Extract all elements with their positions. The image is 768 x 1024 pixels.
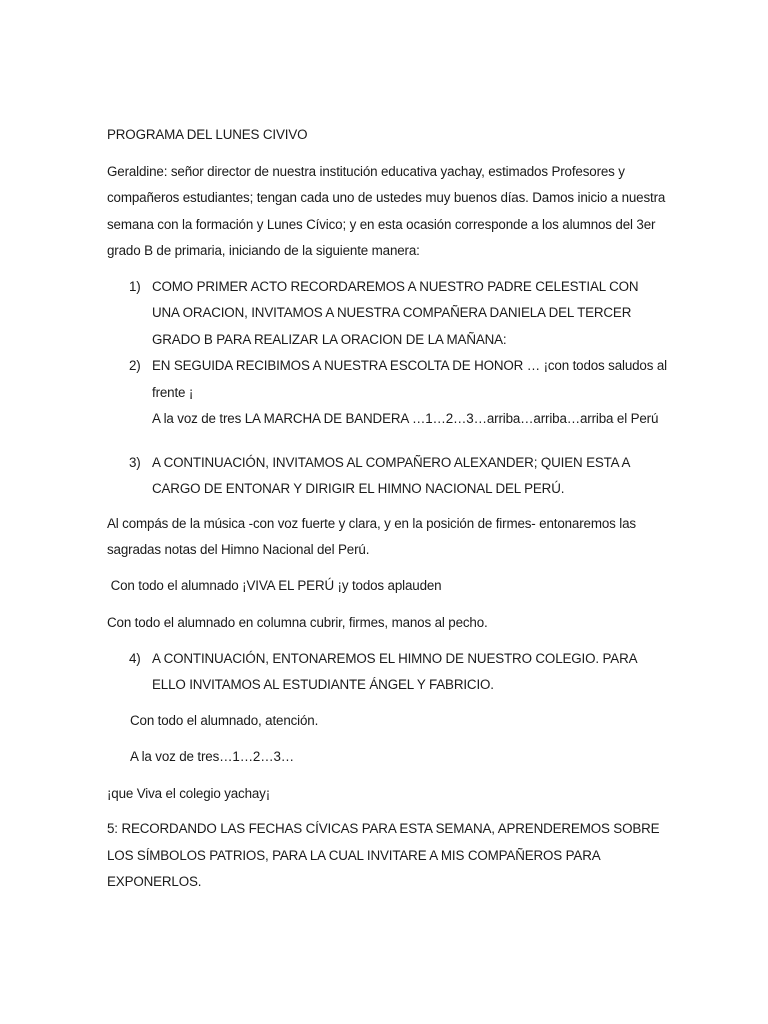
intro-paragraph: Geraldine: señor director de nuestra institución educativa yachay, estimados Profesores y compañeros estudiantes; tengan cada uno de ustedes muy buenos días. Damos inicio a nuestra semana con la formación y Lunes Cívico; y en esta ocasión corresponde a los alumnos del 3er grado B de primaria, iniciando de la siguiente manera: (107, 163, 666, 258)
himno-paragraph: Al compás de la música -con voz fuerte y clara, y en la posición de firmes- entonaremos las sagradas notas del Himno Nacional del Perú. (107, 515, 636, 557)
list-item-1 (107, 274, 667, 354)
colegio-line: ¡que Viva el colegio yachay¡ (107, 785, 271, 801)
item-5-paragraph: 5: RECORDANDO LAS FECHAS CÍVICAS PARA ESTA SEMANA, APRENDEREMOS SOBRE LOS SÍMBOLOS PATRIOS, PARA LA CUAL INVITARE A MIS COMPAÑEROS PARA EXPONERLOS. (107, 821, 660, 889)
viva-paragraph: Con todo el alumnado ¡VIVA EL PERÚ ¡y todos aplauden (107, 577, 442, 593)
list-item-text: A CONTINUACIÓN, ENTONAREMOS EL HIMNO DE NUESTRO COLEGIO. PARA ELLO INVITAMOS AL ESTUDIANTE ÁNGEL Y FABRICIO. (152, 650, 637, 692)
list-item-3 (107, 450, 667, 503)
voz-line: A la voz de tres…1…2…3… (130, 749, 295, 764)
atencion-line: Con todo el alumnado, atención. (130, 712, 319, 728)
list-item-text: COMO PRIMER ACTO RECORDAREMOS A NUESTRO PADRE CELESTIAL CON UNA ORACION, INVITAMOS A NUESTRA COMPAÑERA DANIELA DEL TERCER GRADO B PARA REALIZAR LA ORACION DE LA MAÑANA: (152, 278, 639, 347)
list-item-2 (107, 353, 667, 433)
list-item-text: A CONTINUACIÓN, INVITAMOS AL COMPAÑERO ALEXANDER; QUIEN ESTA A CARGO DE ENTONAR Y DIRIGIR EL HIMNO NACIONAL DEL PERÚ. (152, 454, 630, 496)
list-item-4 (107, 646, 667, 699)
columna-paragraph: Con todo el alumnado en columna cubrir, firmes, manos al pecho. (107, 615, 488, 630)
document-title: PROGRAMA DEL LUNES CIVIVO (107, 127, 308, 142)
list-number: 1) (129, 278, 141, 294)
program-list-continued (107, 646, 667, 699)
program-list (107, 274, 667, 503)
list-number: 2) (129, 358, 141, 373)
document-body (107, 122, 667, 896)
list-number: 3) (129, 454, 141, 470)
list-item-extra: A la voz de tres LA MARCHA DE BANDERA …1…2…3…arriba…arriba…arriba el Perú (152, 411, 659, 426)
list-item-text: EN SEGUIDA RECIBIMOS A NUESTRA ESCOLTA DE HONOR … ¡con todos saludos al frente ¡ (152, 358, 667, 400)
list-number: 4) (129, 650, 141, 666)
